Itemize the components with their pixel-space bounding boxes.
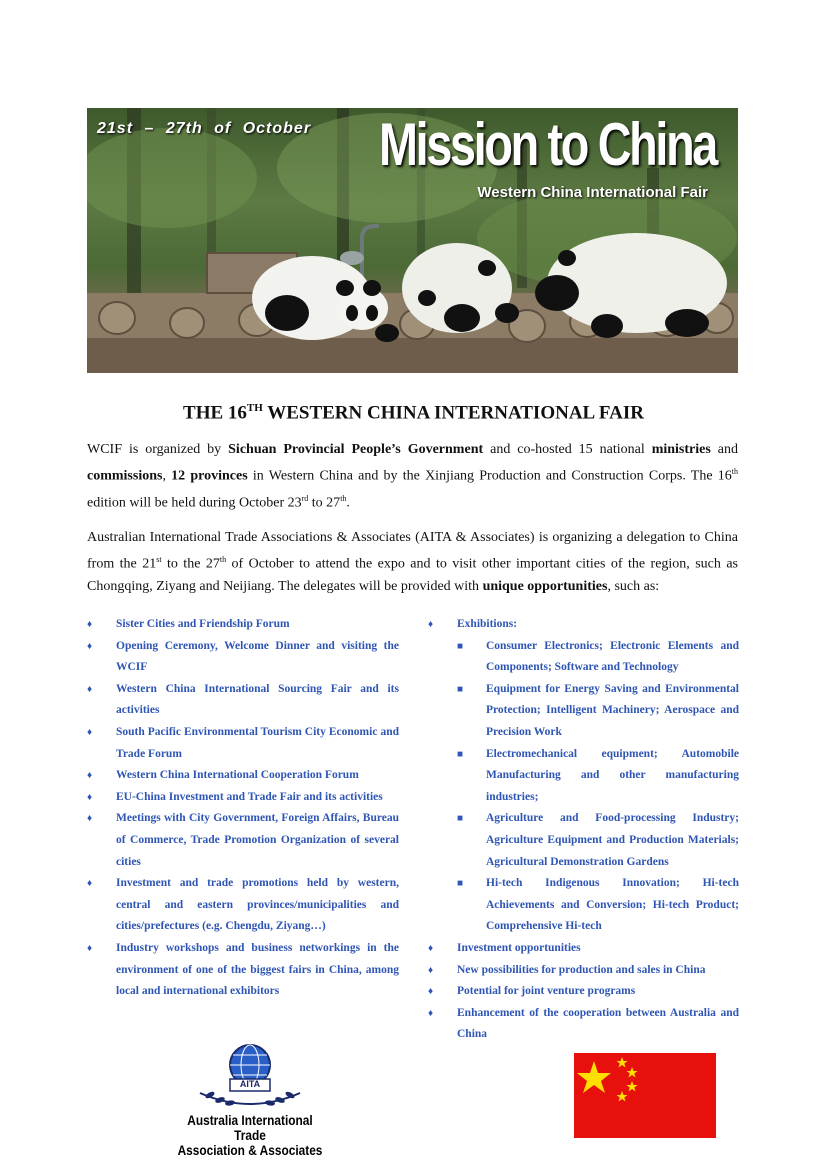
sub-list-item: ■ Electromechanical equipment; Automobile Manufacturing and other manufacturing industries; [457,744,739,809]
list-item: ♦ EU-China Investment and Trade Fair and its activities [87,787,399,809]
delegation-paragraph: Australian International Trade Associations & Associates (AITA & Associates) is organizing a delegation to China from the 21st to the 27th of October to attend the expo and to visit other important cities of the region, such as Chongqing, Ziyang and Neijiang. The delegates will be provided with unique opportunities, such as: [87,530,738,594]
china-flag [574,1053,716,1138]
banner-dates: 21st – 27th of October [97,120,312,137]
sub-list-item: ■ Agriculture and Food-processing Industry; Agriculture Equipment and Production Materials; Agricultural Demonstration Gardens [457,808,739,873]
logo-caption: Australia International Trade Association & Associates [177,1113,323,1158]
sub-list-item: ■ Hi-tech Indigenous Innovation; Hi-tech Achievements and Conversion; Hi-tech Product; Comprehensive Hi-tech [457,873,739,938]
diamond-bullet-icon: ♦ [87,813,93,825]
square-bullet-icon: ■ [457,748,464,760]
aita-emblem-icon [160,1043,340,1111]
list-item: ♦ Enhancement of the cooperation between Australia and China [428,1003,739,1046]
diamond-bullet-icon: ♦ [428,942,434,954]
sub-list-item: ■ Consumer Electronics; Electronic Elements and Components; Software and Technology [457,636,739,679]
intro-paragraph: WCIF is organized by Sichuan Provincial People’s Government and co-hosted 15 national ministries and commissions, 12 provinces in Western China and by the Xinjiang Production and Construction Corps. The 16th edition will be held during October 23rd to 27th. [87,442,739,511]
list-item: ♦ South Pacific Environmental Tourism City Economic and Trade Forum [87,722,399,765]
list-item: ♦ Investment and trade promotions held by western, central and eastern provinces/municipalities and cities/prefectures (e.g. Chengdu, Ziyang…) [87,873,399,938]
sub-list-item: ■ Equipment for Energy Saving and Environmental Protection; Intelligent Machinery; Aerospace and Precision Work [457,679,739,744]
list-item: ♦ Sister Cities and Friendship Forum [87,614,399,636]
diamond-bullet-icon: ♦ [87,791,93,803]
diamond-bullet-icon: ♦ [87,619,93,630]
list-item: ♦ Meetings with City Government, Foreign Affairs, Bureau of Commerce, Trade Promotion Organization of several cities [87,808,399,873]
china-flag-stars-icon [574,1053,716,1138]
banner-subtitle: Western China International Fair [477,184,708,201]
diamond-bullet-icon: ♦ [87,640,93,652]
diamond-bullet-icon: ♦ [87,683,93,695]
diamond-bullet-icon: ♦ [428,986,434,998]
square-bullet-icon: ■ [457,683,464,695]
diamond-bullet-icon: ♦ [87,878,93,890]
list-item-exhibitions: ♦ Exhibitions: ■ Consumer Electronics; Electronic Elements and Components; Software and Technology ■ Equipment for Energy Saving and Environmental Protection; Intelligent Machinery; Aerospace and Precision Work ■ Electromechanical equipment; Automobile Manufacturing and other manufacturing industries; ■ Agriculture and Food-processing Industry; Agriculture Equipment and Production Materials; Agricultural Demonstration Gardens ■ Hi-tech Indigenous Innovation; Hi-tech Achievements and Conversion; Hi-tech Product; Comprehensive Hi-tech [428,614,739,938]
list-item: ♦ Opening Ceremony, Welcome Dinner and visiting the WCIF [87,636,399,679]
square-bullet-icon: ■ [457,813,464,825]
diamond-bullet-icon: ♦ [428,964,434,976]
exhibitions-sublist [457,636,739,938]
square-bullet-icon: ■ [457,878,464,890]
logo-acronym: AITA [239,1079,261,1089]
banner-image [87,108,738,373]
list-item: ♦ Investment opportunities [428,938,739,960]
diamond-bullet-icon: ♦ [428,1007,434,1019]
banner-title: Mission to China [379,111,716,178]
diamond-bullet-icon: ♦ [87,942,93,954]
document-title: THE 16TH WESTERN CHINA INTERNATIONAL FAIR [183,402,644,424]
diamond-bullet-icon: ♦ [87,726,93,738]
diamond-bullet-icon: ♦ [87,770,93,782]
list-item: ♦ Potential for joint venture programs [428,981,739,1003]
list-item: ♦ Industry workshops and business networkings in the environment of one of the biggest fairs in China, among local and international exhibitors [87,938,399,1003]
right-opportunities-list [428,614,739,1046]
list-item: ♦ New possibilities for production and sales in China [428,960,739,982]
square-bullet-icon: ■ [457,640,464,652]
diamond-bullet-icon: ♦ [428,619,434,630]
left-opportunities-list [87,614,399,1003]
list-item: ♦ Western China International Cooperation Forum [87,765,399,787]
list-item: ♦ Western China International Sourcing Fair and its activities [87,679,399,722]
aita-logo [160,1043,340,1158]
